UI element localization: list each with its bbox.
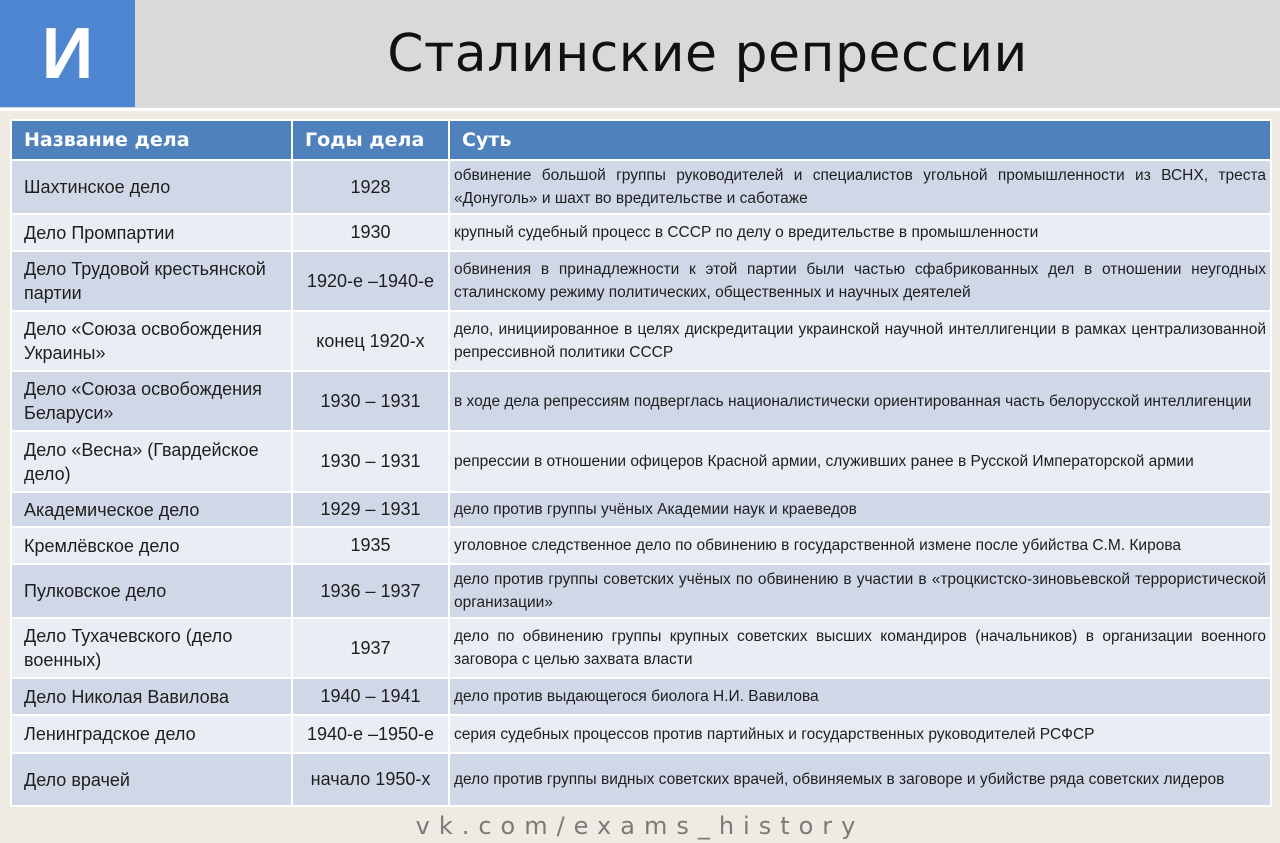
- case-name: Дело Трудовой крестьянской партии: [11, 251, 292, 311]
- case-essence: уголовное следственное дело по обвинению в государственной измене после убийства С.М. Кирова: [449, 527, 1271, 564]
- case-name: Кремлёвское дело: [11, 527, 292, 564]
- case-essence: дело против выдающегося биолога Н.И. Вавилова: [449, 678, 1271, 715]
- table-row: [11, 160, 1271, 214]
- table-row: [11, 715, 1271, 753]
- column-header-essence: Суть: [449, 120, 1271, 160]
- case-essence: обвинения в принадлежности к этой партии были частью сфабрикованных дел в отношении неугодных сталинскому режиму политических, общественных и научных деятелей: [449, 251, 1271, 311]
- table-row: [11, 564, 1271, 618]
- table-row: [11, 527, 1271, 564]
- table-row: [11, 214, 1271, 251]
- case-years: конец 1920-х: [292, 311, 449, 371]
- table-row: [11, 371, 1271, 431]
- case-years: 1929 – 1931: [292, 492, 449, 527]
- case-name: Шахтинское дело: [11, 160, 292, 214]
- case-name: Дело «Весна» (Гвардейское дело): [11, 431, 292, 492]
- logo: [0, 0, 135, 107]
- table-row: [11, 753, 1271, 806]
- case-years: 1930 – 1931: [292, 431, 449, 492]
- column-header-years: Годы дела: [292, 120, 449, 160]
- table-row: [11, 618, 1271, 678]
- case-essence: серия судебных процессов против партийных и государственных руководителей РСФСР: [449, 715, 1271, 753]
- page-title: Сталинские репрессии: [387, 24, 1028, 84]
- case-essence: дело против группы видных советских врачей, обвиняемых в заговоре и убийстве ряда советских лидеров: [449, 753, 1271, 806]
- case-years: 1937: [292, 618, 449, 678]
- case-name: Дело «Союза освобождения Украины»: [11, 311, 292, 371]
- case-essence: репрессии в отношении офицеров Красной армии, служивших ранее в Русской Императорской армии: [449, 431, 1271, 492]
- case-essence: дело против группы советских учёных по обвинению в участии в «троцкистско-зиновьевской террористической организации»: [449, 564, 1271, 618]
- table-row: [11, 311, 1271, 371]
- case-name: Ленинградское дело: [11, 715, 292, 753]
- case-years: 1935: [292, 527, 449, 564]
- case-name: Академическое дело: [11, 492, 292, 527]
- case-name: Пулковское дело: [11, 564, 292, 618]
- repressions-table: [10, 119, 1270, 807]
- case-years: 1936 – 1937: [292, 564, 449, 618]
- column-header-name: Название дела: [11, 120, 292, 160]
- case-name: Дело врачей: [11, 753, 292, 806]
- case-years: 1940 – 1941: [292, 678, 449, 715]
- logo-letter: И: [41, 13, 94, 94]
- table-row: [11, 492, 1271, 527]
- case-years: 1940-е –1950-е: [292, 715, 449, 753]
- case-essence: обвинение большой группы руководителей и специалистов угольной промышленности из ВСНХ, треста «Донуголь» и шахт во вредительстве и саботаже: [449, 160, 1271, 214]
- source-watermark: vk.com/exams_history: [415, 812, 865, 840]
- table-header-row: [11, 120, 1271, 160]
- case-essence: в ходе дела репрессиям подверглась националистически ориентированная часть белорусской интеллигенции: [449, 371, 1271, 431]
- case-years: 1930: [292, 214, 449, 251]
- case-years: начало 1950-х: [292, 753, 449, 806]
- case-essence: дело по обвинению группы крупных советских высших командиров (начальников) в организации военного заговора с целью захвата власти: [449, 618, 1271, 678]
- table-row: [11, 251, 1271, 311]
- case-essence: дело, инициированное в целях дискредитации украинской научной интеллигенции в рамках централизованной репрессивной политики СССР: [449, 311, 1271, 371]
- table-row: [11, 678, 1271, 715]
- case-years: 1920-е –1940-е: [292, 251, 449, 311]
- case-essence: дело против группы учёных Академии наук и краеведов: [449, 492, 1271, 527]
- header: [0, 0, 1280, 111]
- case-years: 1928: [292, 160, 449, 214]
- case-name: Дело Тухачевского (дело военных): [11, 618, 292, 678]
- case-essence: крупный судебный процесс в СССР по делу о вредительстве в промышленности: [449, 214, 1271, 251]
- case-years: 1930 – 1931: [292, 371, 449, 431]
- table-row: [11, 431, 1271, 492]
- case-name: Дело Промпартии: [11, 214, 292, 251]
- case-name: Дело Николая Вавилова: [11, 678, 292, 715]
- case-name: Дело «Союза освобождения Беларуси»: [11, 371, 292, 431]
